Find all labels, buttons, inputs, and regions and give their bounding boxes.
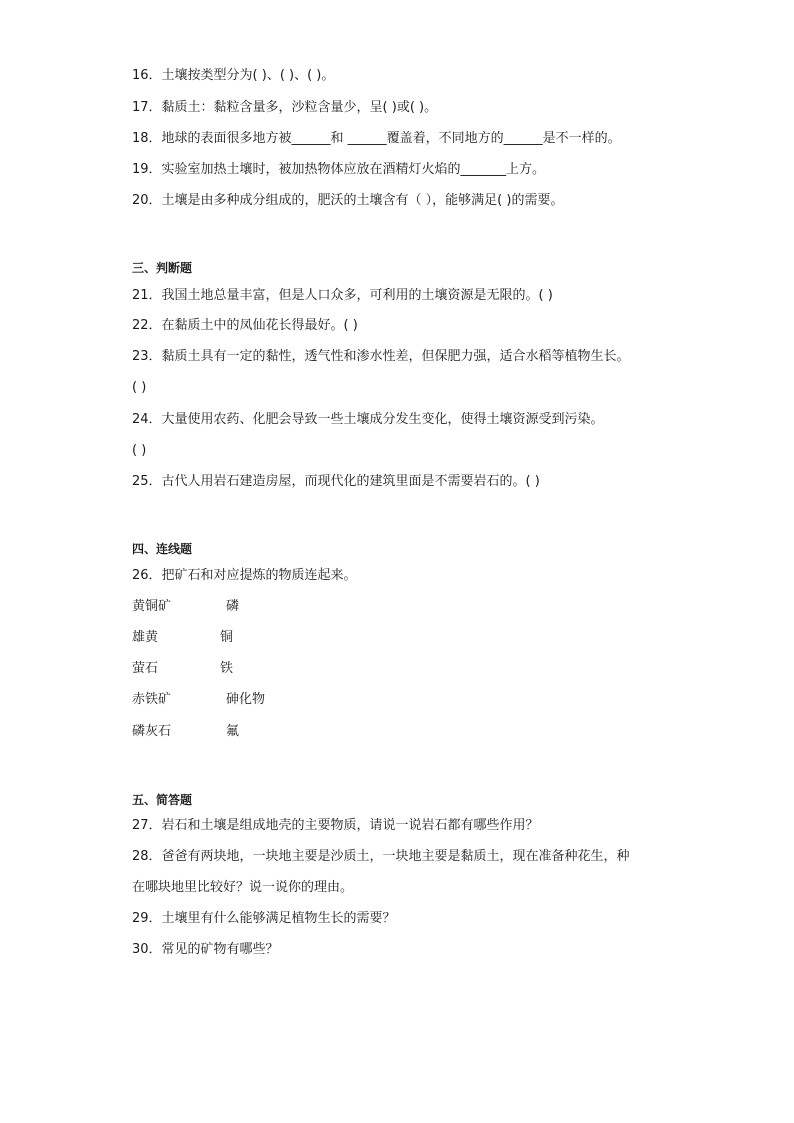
ore-left-5: 磷灰石 xyxy=(132,724,172,739)
ore-left-3: 萤石 xyxy=(132,661,159,676)
section-heading-matching: 四、连线题 xyxy=(132,542,193,556)
question-23-answer: ( ) xyxy=(132,380,147,395)
question-23: 23．黏质土具有一定的黏性，透气性和渗水性差，但保肥力强，适合水稻等植物生长。 xyxy=(132,349,630,364)
ore-right-4: 砷化物 xyxy=(226,692,266,707)
question-22: 22．在黏质土中的凤仙花长得最好。( ) xyxy=(132,318,358,333)
question-25: 25．古代人用岩石建造房屋，而现代化的建筑里面是不需要岩石的。( ) xyxy=(132,474,540,489)
question-30: 30．常见的矿物有哪些？ xyxy=(132,942,279,957)
question-24: 24．大量使用农药、化肥会导致一些土壤成分发生变化，使得土壤资源受到污染。 xyxy=(132,412,604,427)
question-29: 29．土壤里有什么能够满足植物生长的需要？ xyxy=(132,911,396,926)
section-heading-judgement: 三、判断题 xyxy=(132,261,193,275)
question-19: 19．实验室加热土壤时，被加热物体应放在酒精灯火焰的_______上方。 xyxy=(132,162,546,177)
question-18: 18．地球的表面很多地方被______和 ______覆盖着，不同地方的______是不一样的。 xyxy=(132,131,621,146)
ore-right-1: 磷 xyxy=(226,599,240,614)
ore-right-3: 铁 xyxy=(220,661,234,676)
ore-left-4: 赤铁矿 xyxy=(132,692,172,707)
question-17: 17．黏质土：黏粒含量多，沙粒含量少，呈( )或( )。 xyxy=(132,100,438,115)
ore-right-5: 氟 xyxy=(226,724,240,739)
ore-left-2: 雄黄 xyxy=(132,630,159,645)
question-28: 28．爸爸有两块地，一块地主要是沙质土，一块地主要是黏质土，现在准备种花生，种 xyxy=(132,849,630,864)
ore-right-2: 铜 xyxy=(220,630,234,645)
section-heading-short-answer: 五、简答题 xyxy=(132,793,193,807)
question-28-continued: 在哪块地里比较好？说一说你的理由。 xyxy=(132,880,354,895)
ore-left-1: 黄铜矿 xyxy=(132,599,172,614)
question-24-answer: ( ) xyxy=(132,443,147,458)
question-27: 27．岩石和土壤是组成地壳的主要物质，请说一说岩石都有哪些作用？ xyxy=(132,818,539,833)
question-21: 21．我国土地总量丰富，但是人口众多，可利用的土壤资源是无限的。( ) xyxy=(132,288,553,303)
question-16: 16．土壤按类型分为( )、( )、( )。 xyxy=(132,68,335,83)
question-26: 26．把矿石和对应提炼的物质连起来。 xyxy=(132,568,357,583)
question-20: 20．土壤是由多种成分组成的，肥沃的土壤含有（ ），能够满足( )的需要。 xyxy=(132,193,564,208)
